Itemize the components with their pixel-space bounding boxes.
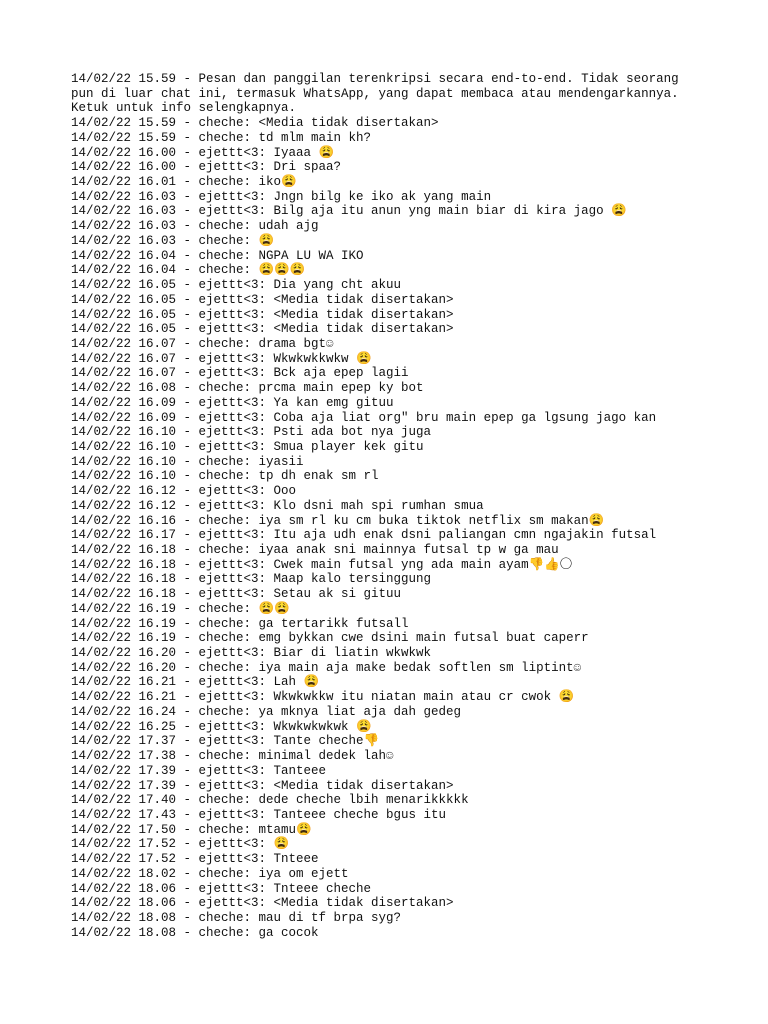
chat-line: 14/02/22 16.03 - cheche: 😩 [71,233,275,248]
chat-line: 14/02/22 16.10 - cheche: iyasii [71,454,304,469]
chat-line: pun di luar chat ini, termasuk WhatsApp, yang dapat membaca atau mendengarkannya. [71,86,679,101]
chat-line: 14/02/22 16.20 - cheche: iya main aja make bedak softlen sm liptint☺ [71,660,582,675]
chat-line: 14/02/22 16.05 - ejettt<3: Dia yang cht akuu [71,278,402,293]
chat-line: 14/02/22 16.21 - ejettt<3: Lah 😩 [71,675,320,690]
chat-line: Ketuk untuk info selengkapnya. [71,101,297,116]
chat-line: 14/02/22 16.07 - cheche: drama bgt☺ [71,336,334,351]
chat-line: 14/02/22 16.12 - ejettt<3: Ooo [71,484,297,499]
chat-line: 14/02/22 16.07 - ejettt<3: Wkwkwkkwkw 😩 [71,351,372,366]
chat-line: 14/02/22 16.00 - ejettt<3: Dri spaa? [71,160,342,175]
chat-line: 14/02/22 16.03 - ejettt<3: Bilg aja itu anun yng main biar di kira jago 😩 [71,204,627,219]
chat-line: 14/02/22 16.19 - cheche: emg bykkan cwe dsini main futsal buat caperr [71,631,589,646]
chat-line: 14/02/22 15.59 - Pesan dan panggilan terenkripsi secara end-to-end. Tidak seorang [71,72,679,86]
chat-line: 14/02/22 16.09 - ejettt<3: Coba aja liat org" bru main epep ga lgsung jago kan [71,410,657,425]
chat-line: 14/02/22 16.20 - ejettt<3: Biar di liatin wkwkwk [71,646,432,661]
chat-line: 14/02/22 17.43 - ejettt<3: Tanteee cheche bgus itu [71,807,447,822]
chat-line: 14/02/22 16.05 - ejettt<3: <Media tidak disertakan> [71,307,454,322]
chat-line: 14/02/22 16.09 - ejettt<3: Ya kan emg gituu [71,395,394,410]
chat-line: 14/02/22 16.19 - cheche: ga tertarikk futsall [71,616,409,631]
chat-line: 14/02/22 17.39 - ejettt<3: Tanteee [71,763,327,778]
chat-line: 14/02/22 18.08 - cheche: mau di tf brpa syg? [71,910,402,925]
chat-line: 14/02/22 16.03 - ejettt<3: Jngn bilg ke iko ak yang main [71,189,492,204]
chat-line: 14/02/22 16.17 - ejettt<3: Itu aja udh enak dsni paliangan cmn ngajakin futsal [71,528,657,543]
chat-line: 14/02/22 18.06 - ejettt<3: <Media tidak disertakan> [71,896,454,911]
chat-line: 14/02/22 16.05 - ejettt<3: <Media tidak disertakan> [71,322,454,337]
chat-line: 14/02/22 16.00 - ejettt<3: Iyaaa 😩 [71,145,335,160]
chat-line: 14/02/22 16.18 - ejettt<3: Maap kalo tersinggung [71,572,432,587]
chat-line: 14/02/22 16.10 - ejettt<3: Psti ada bot nya juga [71,425,432,440]
chat-line: 14/02/22 18.06 - ejettt<3: Tnteee cheche [71,881,372,896]
chat-line: 14/02/22 18.08 - cheche: ga cocok [71,925,319,940]
chat-line: 14/02/22 16.16 - cheche: iya sm rl ku cm buka tiktok netflix sm makan😩 [71,513,605,528]
chat-line: 14/02/22 16.10 - cheche: tp dh enak sm rl [71,469,379,484]
chat-line: 14/02/22 17.40 - cheche: dede cheche lbih menarikkkkk [71,793,469,808]
chat-line: 14/02/22 16.18 - cheche: iyaa anak sni mainnya futsal tp w ga mau [71,543,559,557]
chat-line: 14/02/22 16.18 - ejettt<3: Cwek main futsal yng ada main ayam👎👍〇 [71,557,573,572]
chat-line: 14/02/22 16.12 - ejettt<3: Klo dsni mah spi rumhan smua [71,498,484,513]
chat-line: 14/02/22 17.52 - ejettt<3: 😩 [71,837,290,852]
chat-line: 14/02/22 16.07 - ejettt<3: Bck aja epep lagii [71,366,409,381]
chat-line: 14/02/22 16.05 - ejettt<3: <Media tidak disertakan> [71,292,454,307]
chat-line: 14/02/22 16.04 - cheche: NGPA LU WA IKO [71,248,364,263]
chat-line: 14/02/22 17.52 - ejettt<3: Tnteee [71,852,319,867]
chat-line: 14/02/22 16.25 - ejettt<3: Wkwkwkwkwk 😩 [71,719,372,734]
chat-line: 14/02/22 18.02 - cheche: iya om ejett [71,866,349,881]
chat-line: 14/02/22 16.24 - cheche: ya mknya liat aja dah gedeg [71,704,462,719]
chat-export-document [71,72,701,940]
chat-line: 14/02/22 17.39 - ejettt<3: <Media tidak disertakan> [71,778,454,793]
chat-line: 14/02/22 17.37 - ejettt<3: Tante cheche👎 [71,734,380,749]
chat-line: 14/02/22 16.19 - cheche: 😩😩 [71,601,290,616]
chat-line: 14/02/22 17.50 - cheche: mtamu😩 [71,822,312,837]
chat-line: 14/02/22 16.18 - ejettt<3: Setau ak si gituu [71,587,402,602]
chat-line: 14/02/22 17.38 - cheche: minimal dedek lah☺ [71,749,394,764]
chat-line: 14/02/22 16.10 - ejettt<3: Smua player kek gitu [71,439,424,454]
chat-line: 14/02/22 16.03 - cheche: udah ajg [71,219,319,234]
chat-line: 14/02/22 15.59 - cheche: <Media tidak disertakan> [71,116,439,131]
chat-line: 14/02/22 16.08 - cheche: prcma main epep ky bot [71,381,424,396]
chat-line: 14/02/22 16.21 - ejettt<3: Wkwkwkkw itu niatan main atau cr cwok 😩 [71,690,575,705]
chat-line: 14/02/22 15.59 - cheche: td mlm main kh? [71,130,372,145]
chat-line: 14/02/22 16.04 - cheche: 😩😩😩 [71,263,306,278]
chat-line: 14/02/22 16.01 - cheche: iko😩 [71,175,297,190]
